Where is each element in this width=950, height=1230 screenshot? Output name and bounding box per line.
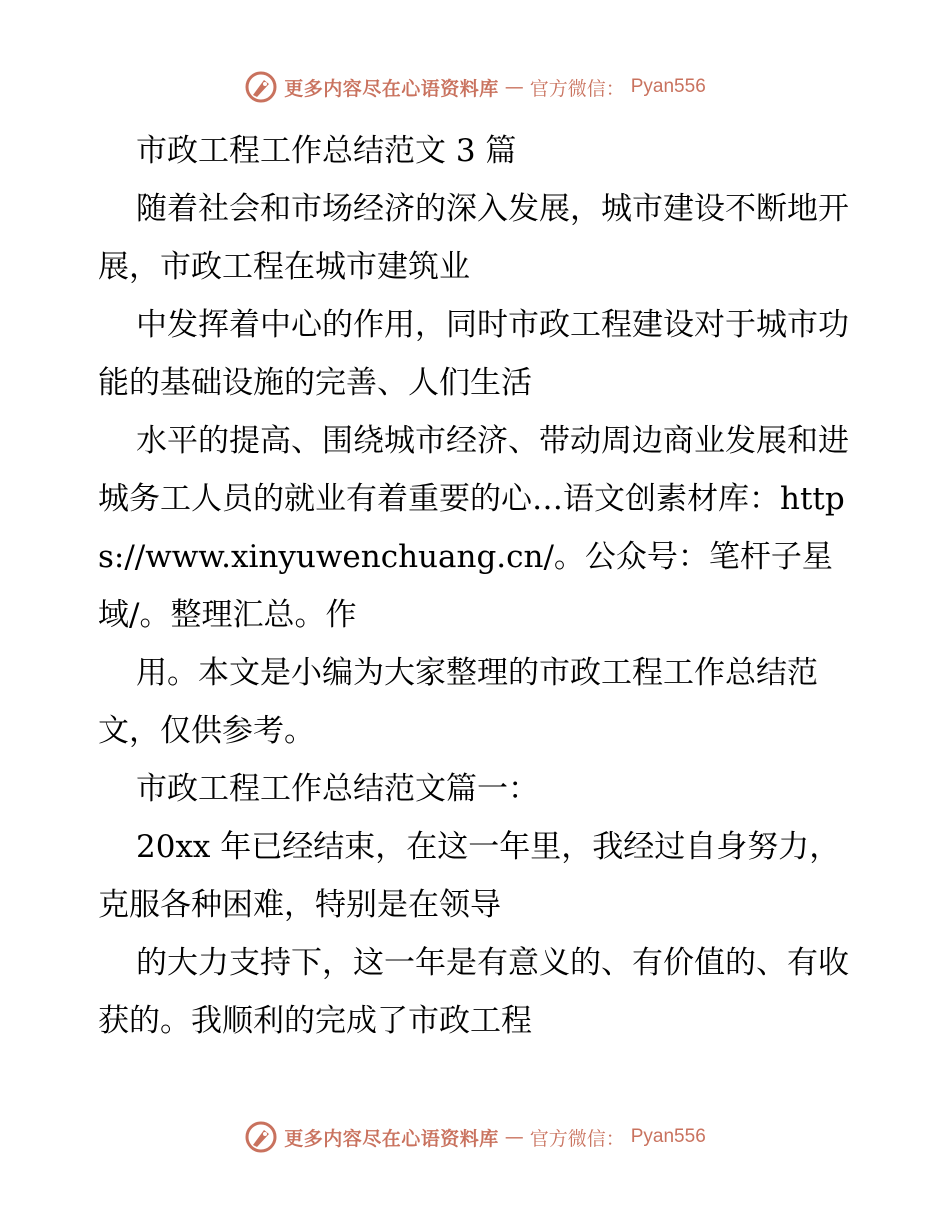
wechat-label: 官方微信： (529, 1127, 625, 1150)
paragraph: 随着社会和市场经济的深入发展，城市建设不断地开展，市政工程在城市建筑业 (98, 191, 849, 285)
footer-banner (0, 1120, 950, 1164)
footer-banner-content (244, 1120, 706, 1154)
separator: — (504, 76, 524, 98)
paragraph: 中发挥着中心的作用，同时市政工程建设对于城市功能的基础设施的完善、人们生活 (98, 307, 849, 401)
separator: — (504, 1126, 524, 1148)
header-banner (0, 70, 950, 114)
wechat-label: 官方微信： (529, 77, 625, 100)
document-title: 市政工程工作总结范文 3 篇 (136, 133, 517, 169)
pen-nib-icon (244, 70, 278, 104)
paragraph: 20xx 年已经结束，在这一年里，我经过自身努力，克服各种困难，特别是在领导 (98, 829, 841, 923)
document-body (98, 122, 854, 1050)
paragraph: 水平的提高、围绕城市经济、带动周边商业发展和进城务工人员的就业有着重要的心…语文创素材库：https://www.xinyuwenchuang.cn/。公众号：笔杆子星域/。整理汇总。作 (98, 423, 849, 633)
wechat-id: Pyan556 (630, 1126, 706, 1147)
header-banner-content (244, 70, 706, 104)
paragraph: 的大力支持下，这一年是有意义的、有价值的、有收获的。我顺利的完成了市政工程 (98, 945, 849, 1039)
section-heading: 市政工程工作总结范文篇一： (136, 771, 539, 807)
promo-text: 更多内容尽在心语资料库 (284, 1127, 499, 1150)
pen-nib-icon (244, 1120, 278, 1154)
paragraph: 用。本文是小编为大家整理的市政工程工作总结范文，仅供参考。 (98, 655, 818, 749)
promo-text: 更多内容尽在心语资料库 (284, 77, 499, 100)
wechat-id: Pyan556 (630, 76, 706, 97)
